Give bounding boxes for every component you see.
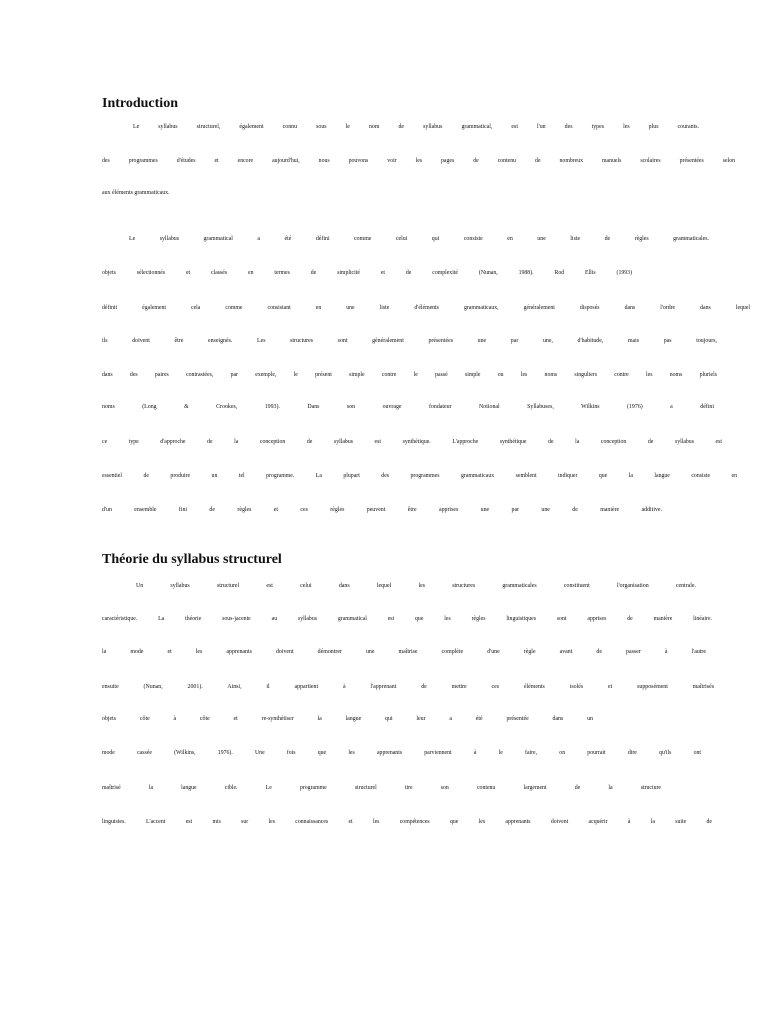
text-line: mode cassée (Wilkins, 1976). Une fois que les apprenants parviennent à le faire, on pourrait dire qu'ils ont <box>102 750 701 756</box>
text-line: caractéristique. La théorie sous-jacente au syllabus grammatical est que les règles linguistiques sont apprises de manière linéaire. <box>102 615 712 622</box>
text-line: aux éléments grammaticaux. <box>102 190 170 196</box>
text-line: Un syllabus structurel est celui dans lequel les structures grammaticales constituent l'organisation centrale. <box>136 583 696 589</box>
text-line: la mode et les apprenants doivent démontrer une maîtrise complète d'une règle avant de passer à l'autre <box>102 649 706 655</box>
text-line: d'un ensemble fini de règles et ces règles peuvent être apprises une par une de manière additive. <box>102 507 662 513</box>
text-line: des programmes d'études et encore aujourd'hui, nous pouvons voir les pages de contenu de nombreux manuels scolaires présentées selon <box>102 157 735 164</box>
text-line: ce type d'approche de la conception de syllabus est synthétique. L'approche synthétique de la conception de syllabus est <box>102 439 722 445</box>
text-line: objets sélectionnés et classés en termes de simplicité et de complexité (Nunan, 1988). Rod Ellis (1993) <box>102 270 632 276</box>
text-line: dans des paires contrastées, par exemple, le présent simple contre le passé simple ou les noms singuliers contre les noms pluriels <box>102 372 717 379</box>
text-line: définit également cela comme consistant en une liste d'éléments grammaticaux, généralement disposés dans l'ordre dans lequel <box>102 305 750 311</box>
text-line: Le syllabus structurel, également connu sous le nom de syllabus grammatical, est l'un des types les plus courants. <box>133 124 699 130</box>
text-line: noms (Long & Crookes, 1993). Dans son ouvrage fondateur Notional Syllabuses, Wilkins (1976) a défini <box>102 404 714 410</box>
text-line: ensuite (Nunan, 2001). Ainsi, il appartient à l'apprenant de mettre ces éléments isolés et supposément maîtrisés <box>102 683 714 690</box>
text-line: ils doivent être enseignés. Les structures sont généralement présentées une par une, d'habitude, mais pas toujours, <box>102 337 717 344</box>
text-line: maîtrisé la langue cible. Le programme structurel tire son contenu largement de la structure <box>102 785 661 791</box>
text-line: essentiel de produire un tel programme. La plupart des programmes grammaticaux semblent indiquer que la langue consiste en <box>102 473 737 479</box>
section-heading-introduction: Introduction <box>102 96 178 111</box>
section-heading-theory: Théorie du syllabus structurel <box>102 552 282 567</box>
text-line: linguistes. L'accent est mis sur les connaissances et les compétences que les apprenants doivent acquérir à la suite de <box>102 819 712 825</box>
text-line: objets côte à côte et re-synthétiser la langue qui leur a été présentée dans un <box>102 716 593 722</box>
text-line: Le syllabus grammatical a été défini comme celui qui consiste en une liste de règles grammaticales. <box>129 236 709 242</box>
